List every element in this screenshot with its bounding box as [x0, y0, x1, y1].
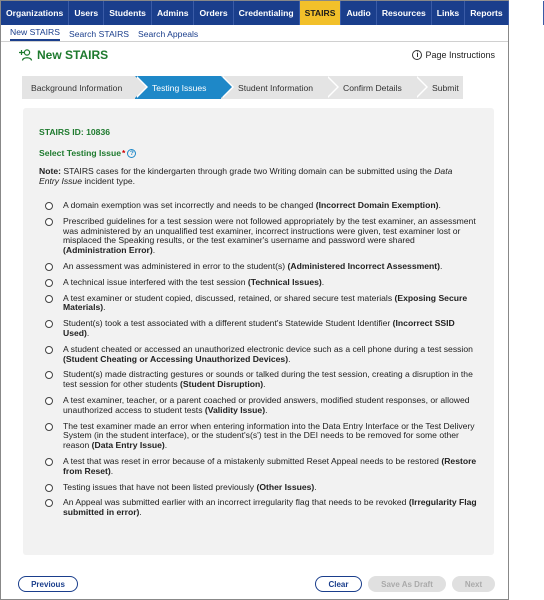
option-text: A student cheated or accessed an unauthorized electronic device such as a cell phone during a test session	[63, 343, 473, 354]
nav-users[interactable]: Users	[69, 1, 104, 25]
issue-option-administered-incorrect-assessment[interactable]	[45, 262, 480, 272]
select-label-text: Select Testing Issue	[39, 148, 121, 158]
issue-option-technical-issues[interactable]	[45, 278, 480, 288]
option-type: (Administration Error)	[63, 245, 153, 256]
radio-button[interactable]	[45, 295, 53, 303]
step-testing-issues[interactable]: Testing Issues	[135, 76, 221, 99]
radio-button[interactable]	[45, 320, 53, 328]
top-nav	[1, 1, 539, 25]
option-type: (Technical Issues)	[247, 276, 322, 287]
help-icon[interactable]: ?	[127, 149, 136, 158]
step-background-information[interactable]: Background Information	[22, 76, 135, 99]
testing-issue-panel	[23, 108, 494, 555]
note	[39, 166, 469, 186]
note-italic: Data Entry Issue	[39, 166, 453, 186]
note-text: STAIRS cases for the kindergarten through grade two Writing domain can be submitted using the	[60, 166, 435, 176]
nav-reports[interactable]: Reports	[465, 1, 508, 25]
issue-option-exposing-secure-materials[interactable]	[45, 294, 480, 314]
issue-option-validity-issue[interactable]	[45, 396, 480, 416]
issue-option-incorrect-ssid-used[interactable]	[45, 319, 480, 339]
clear-button[interactable]: Clear	[315, 576, 362, 592]
option-tail: .	[314, 481, 317, 492]
nav-links[interactable]: Links	[432, 1, 465, 25]
page-instructions-link[interactable]	[412, 50, 495, 60]
radio-button[interactable]	[45, 263, 53, 271]
radio-button[interactable]	[45, 346, 53, 354]
radio-button[interactable]	[45, 484, 53, 492]
radio-button[interactable]	[45, 423, 53, 431]
option-type: (Other Issues)	[256, 481, 315, 492]
option-tail: .	[103, 302, 106, 313]
option-type: (Restore from Reset)	[63, 455, 477, 476]
save-as-draft-button[interactable]: Save As Draft	[368, 576, 446, 592]
option-type: (Data Entry Issue)	[91, 440, 165, 451]
option-tail: .	[152, 245, 156, 256]
nav-students[interactable]: Students	[104, 1, 152, 25]
nav-audio[interactable]: Audio	[341, 1, 376, 25]
subnav-search-stairs[interactable]: Search STAIRS	[68, 29, 130, 39]
option-type: (Validity Issue)	[204, 404, 266, 415]
progress-stepper	[22, 76, 463, 99]
option-tail: .	[440, 260, 443, 271]
step-confirm-details[interactable]: Confirm Details	[326, 76, 415, 99]
subnav-search-appeals[interactable]: Search Appeals	[138, 29, 199, 39]
option-text: A technical issue interfered with the test session	[63, 276, 248, 287]
previous-button[interactable]: Previous	[18, 576, 78, 592]
radio-button[interactable]	[45, 458, 53, 466]
nav-cars[interactable]: CARS	[509, 1, 544, 25]
issue-option-incorrect-domain-exemption[interactable]	[45, 201, 480, 211]
option-tail: .	[86, 327, 90, 338]
note-tail: incident type.	[82, 176, 136, 186]
option-tail: .	[265, 404, 268, 415]
issue-option-student-disruption[interactable]	[45, 370, 480, 390]
radio-button[interactable]	[45, 371, 53, 379]
option-type: (Exposing Secure Materials)	[63, 292, 468, 313]
option-text: An assessment was administered in error to the student(s)	[63, 260, 288, 271]
stairs-id: STAIRS ID: 10836	[39, 127, 111, 137]
issue-option-other-issues[interactable]	[45, 483, 480, 493]
option-tail: .	[110, 465, 114, 476]
step-student-information[interactable]: Student Information	[221, 76, 326, 99]
option-tail: .	[164, 440, 168, 451]
option-tail: .	[263, 379, 266, 390]
option-text: A domain exemption was set incorrectly and needs to be changed	[63, 200, 316, 210]
page-title	[19, 48, 108, 62]
option-type: (Student Disruption)	[180, 379, 264, 390]
option-text: A test examiner, teacher, or a parent coached or provided answers, modified student responses, or allowed unauthorized access to student tests	[63, 394, 470, 415]
option-text: An Appeal was submitted earlier with an incorrect irregularity flag that needs to be revoked	[63, 497, 409, 508]
note-label: Note:	[39, 166, 61, 176]
option-text: Testing issues that have not been listed previously	[63, 481, 257, 492]
sub-nav	[1, 25, 508, 42]
option-tail: .	[288, 353, 291, 364]
select-testing-issue-label	[39, 148, 136, 158]
option-type: (Administered Incorrect Assessment)	[287, 260, 441, 271]
issue-options	[45, 201, 480, 524]
option-tail: .	[139, 507, 142, 518]
page-instructions-label: Page Instructions	[425, 50, 495, 60]
radio-button[interactable]	[45, 499, 53, 507]
radio-button[interactable]	[45, 279, 53, 287]
nav-stairs[interactable]: STAIRS	[300, 1, 342, 25]
radio-button[interactable]	[45, 397, 53, 405]
option-text: Prescribed guidelines for a test session were not followed appropriately by the test examiner, an assessment was administered by an unqualified test examiner, incorrect instructions were given, test examiner lost or misplaced the Speaking results, or the test examiner's username and password were shared	[63, 215, 476, 246]
nav-credentialing[interactable]: Credentialing	[234, 1, 300, 25]
required-mark: *	[122, 148, 126, 158]
option-tail: .	[321, 276, 325, 287]
radio-button[interactable]	[45, 218, 53, 226]
add-user-icon	[19, 49, 33, 61]
step-submit[interactable]: Submit	[415, 76, 463, 99]
subnav-new-stairs[interactable]: New STAIRS	[10, 27, 60, 41]
option-text: Student(s) took a test associated with a different student's Statewide Student Identifier	[63, 318, 393, 329]
issue-option-student-cheating[interactable]	[45, 345, 480, 365]
option-tail: .	[438, 200, 441, 210]
option-text: Student(s) made distracting gestures or sounds or talked during the test session, creating a disruption in the test session for other students	[63, 369, 473, 390]
nav-orders[interactable]: Orders	[194, 1, 233, 25]
option-type: (Incorrect Domain Exemption)	[315, 200, 439, 210]
issue-option-restore-from-reset[interactable]	[45, 457, 480, 477]
page-title-text: New STAIRS	[37, 48, 109, 62]
option-type: (Student Cheating or Accessing Unauthorized Devices)	[63, 353, 289, 364]
nav-admins[interactable]: Admins	[152, 1, 195, 25]
option-type: (Irregularity Flag submitted in error)	[63, 497, 477, 518]
option-text: A test that was reset in error because of a mistakenly submitted Reset Appeal needs to be restored	[63, 455, 442, 466]
option-text: A test examiner or student copied, discussed, retained, or shared secure test materials	[63, 292, 395, 303]
nav-resources[interactable]: Resources	[377, 1, 432, 25]
issue-option-administration-error[interactable]	[45, 217, 480, 256]
issue-option-irregularity-flag-error[interactable]	[45, 498, 480, 518]
option-text: The test examiner made an error when entering information into the Data Entry Interface or the Test Delivery System (in the student interface), or the student's(s') test in the DEI needs to be removed for some other reason	[63, 420, 475, 451]
next-button[interactable]: Next	[452, 576, 495, 592]
nav-organizations[interactable]: Organizations	[1, 1, 69, 25]
option-type: (Incorrect SSID Used)	[63, 318, 455, 338]
issue-option-data-entry-issue[interactable]	[45, 422, 480, 451]
radio-button[interactable]	[45, 202, 53, 210]
info-icon: i	[412, 50, 422, 60]
